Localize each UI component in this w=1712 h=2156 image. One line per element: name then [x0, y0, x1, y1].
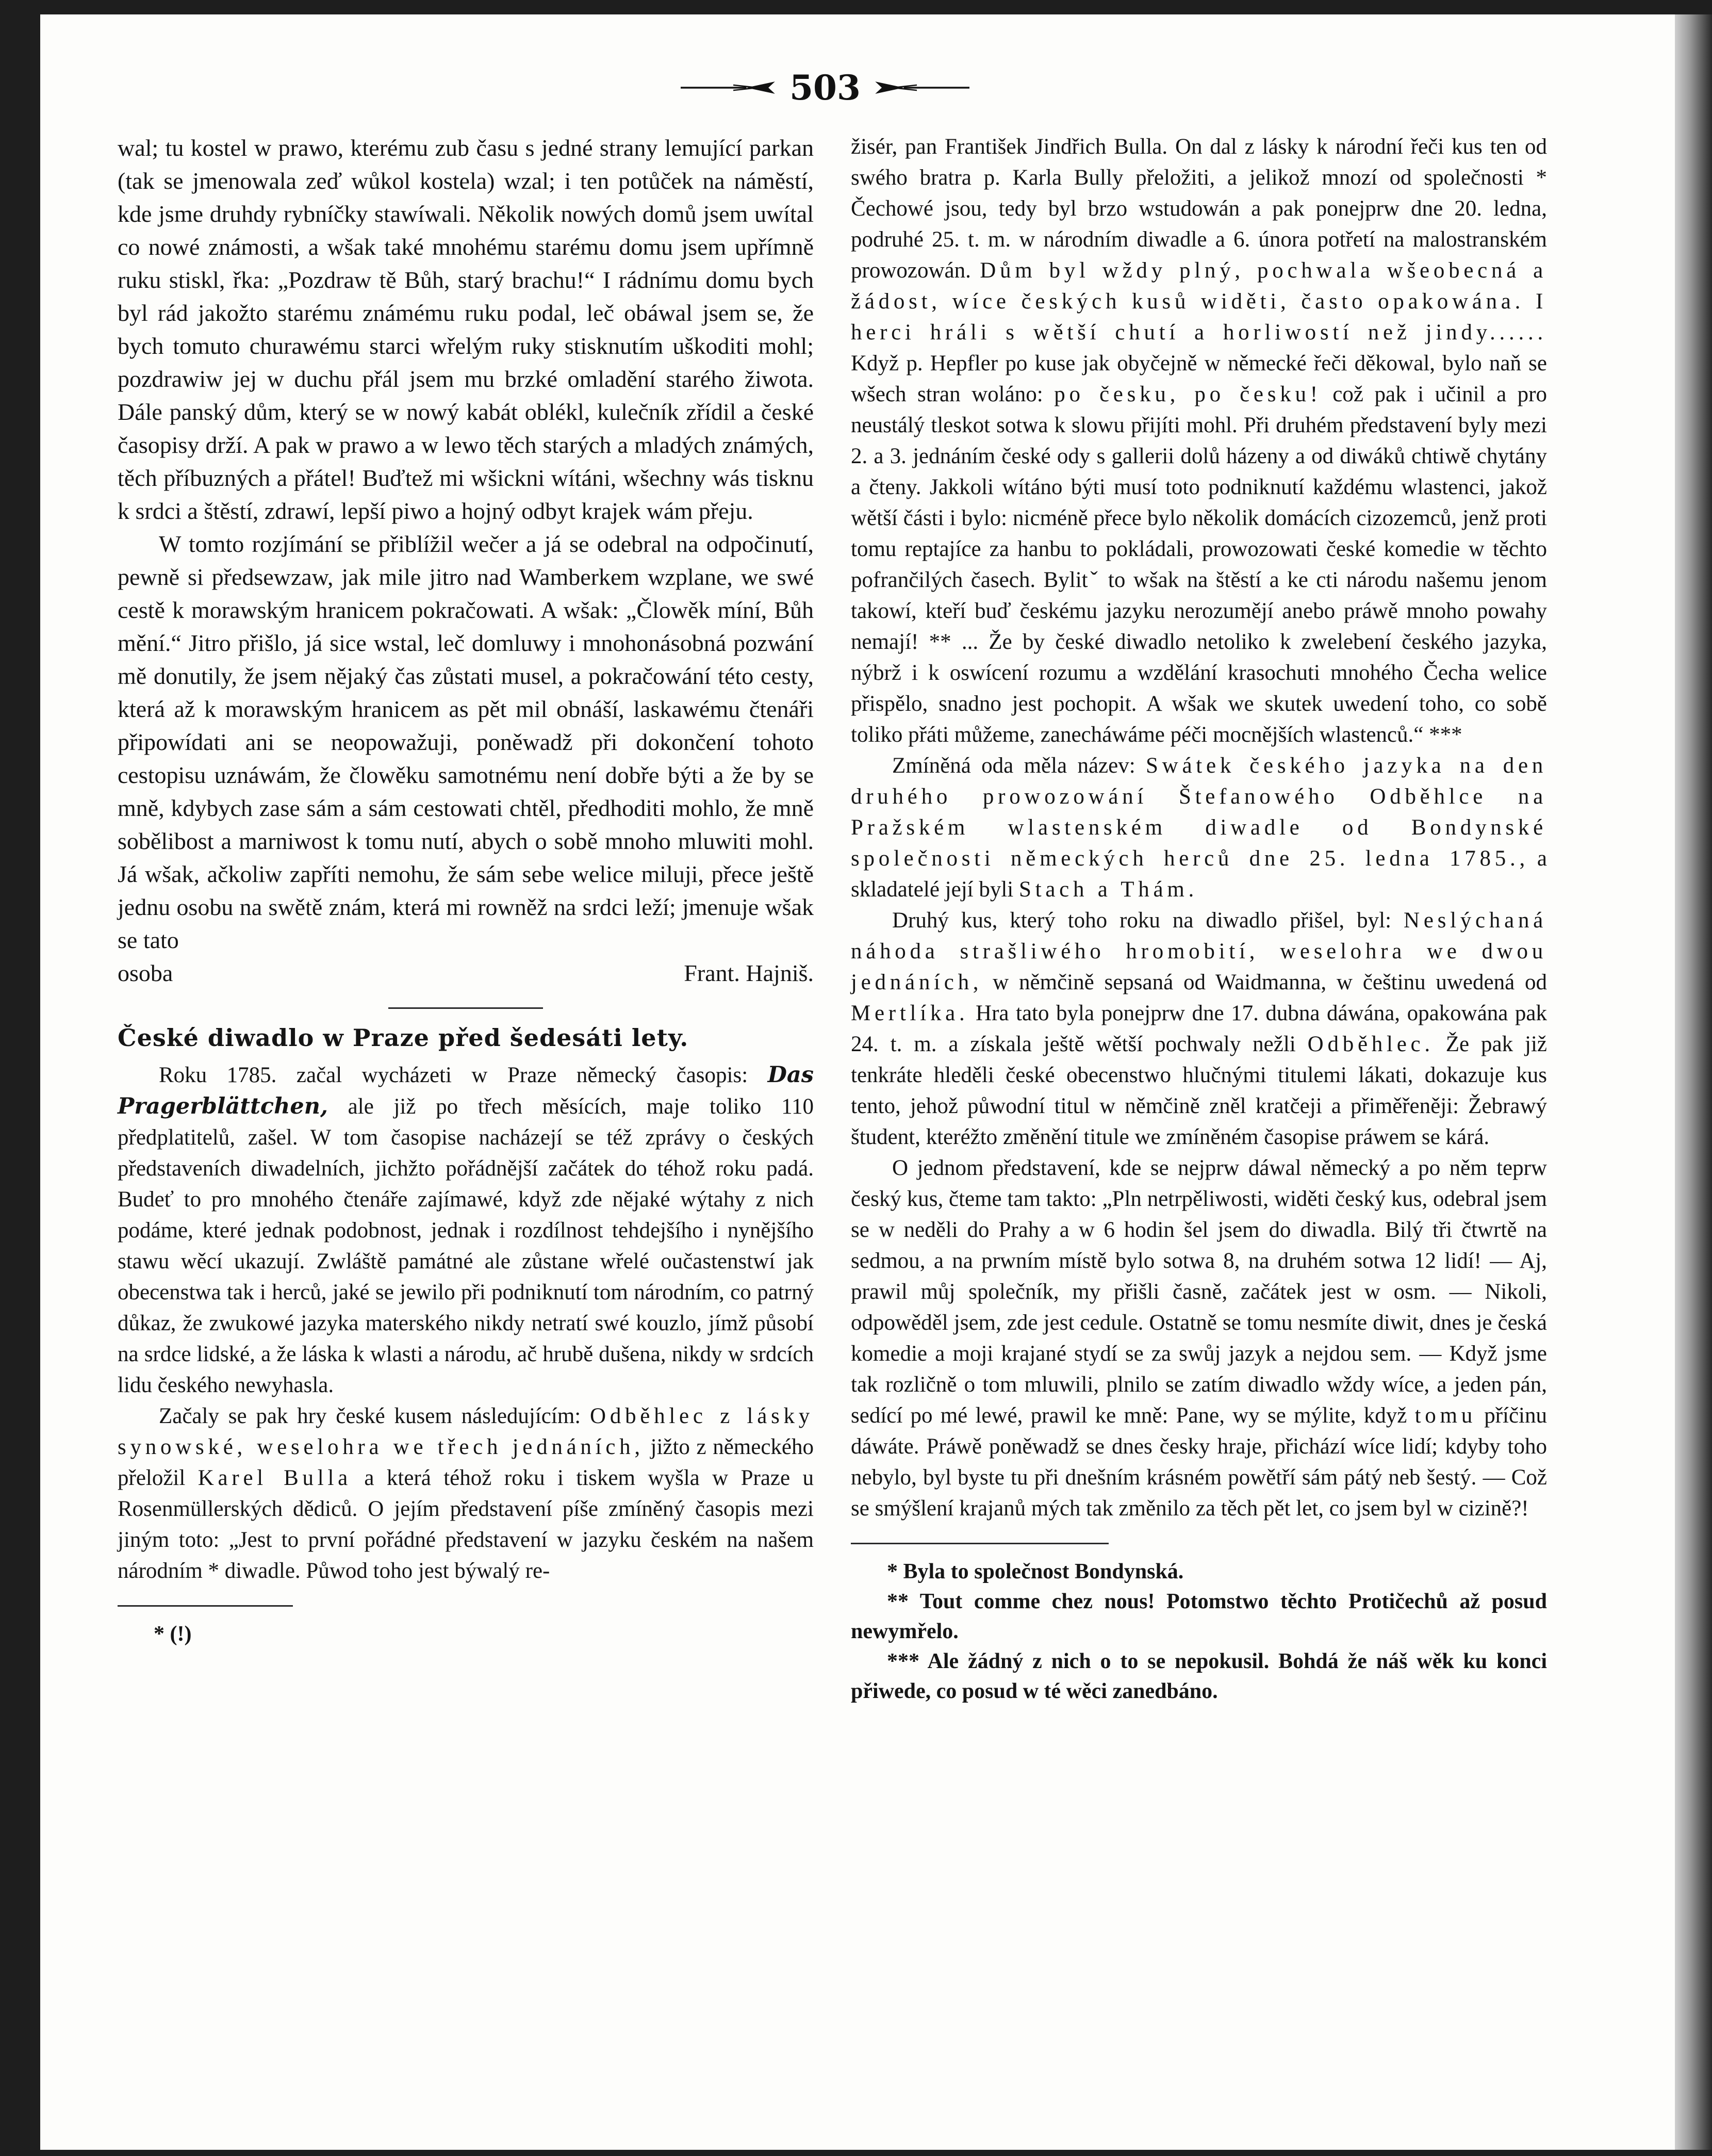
theatre-paragraph-5-start: Druhý kus, který toho roku na diwadlo přišel, byl: [892, 908, 1392, 933]
theatre-paragraph-4 [851, 750, 1547, 905]
emphasis-tomu: tomu [1414, 1403, 1476, 1428]
theatre-paragraph-5-rest: Že pak již tenkráte hleděli české obecenstwo hlučnými titulemi lákati, dokazuje kus tento, jehož půwodní titul w němčině zněl kratčeji a přiměřeněji: Žebrawý študent, kteréžto změnění titule we zmíněném časopise práwem se kárá. [851, 1032, 1548, 1149]
theatre-paragraph-4-start: Zmíněná oda měla název: [892, 754, 1135, 778]
ode-title: Swátek českého jazyka na den druhého prowozowání Štefanowého Odběhlce na Pražském wlastenském diwadle od Bondynské společnosti německých herců dne 25. ledna 1785. [851, 754, 1548, 871]
theatre-paragraph-1 [118, 1059, 814, 1401]
theatre-paragraph-2-mid: jižto z německého přeložil [118, 1435, 814, 1490]
theatre-paragraph-3-mid: Když p. Hepfler po kuse jak obyčejně w německé řeči děkowal, bylo naň se wšech stran woláno: [851, 351, 1547, 406]
theatre-paragraph-4-mid: , a skladatelé její byli [851, 846, 1547, 902]
periodical-title: Das Pragerblättchen, [118, 1062, 814, 1119]
section-divider [388, 1007, 543, 1009]
footnote-1: * Byla to společnost Bondynská. [887, 1560, 1184, 1583]
theatre-paragraph-3-rest: což pak i učinil a pro neustálý tleskot sotwa k slowu přijíti mohl. Při druhém představení byly mezi 2. a 3. jednáním české ody s gallerii dolů házeny a od diwáků chtiwě chytány a čteny. Jakkoli wítáno býti musí toto podniknutí každému wlastenci, jakož wětší části i bylo: nicméně přece bylo několik domácích cizozemců, jenž proti tomu reptajíce za hanbu to pokládali, prowozowati české komedie w těchto pofrančilých časech. Bylitˇ to wšak na štěstí a ke cti národu našemu jenom takowí, kteří buď českému jazyku nerozumějí anebo práwě mnoho powahy nemají! ** ... Že by české diwadlo netoliko k zwelebení českého jazyka, nýbrž i k oswícení rozumu a wzdělání krasochuti mnohého Čecha welice přispělo, snadno jest pochopit. A wšak we skutek uwedení toho, co sobě toliko přáti můžeme, zanecháwáme péči mocnějších wlastenců.“ *** [851, 382, 1548, 747]
theatre-paragraph-6 [851, 1153, 1547, 1524]
play-title-hromobiti: Neslýchaná náhoda strašliwého hromobití, weselohra we dwou jednáních, [851, 908, 1548, 994]
right-column [851, 132, 1547, 1706]
theatre-paragraph-5 [851, 905, 1547, 1153]
theatre-paragraph-6-rest: příčinu dáwáte. Práwě poněwadž se dnes česky hraje, přichází wíce lidí; kdyby toho nebylo, byl byste tu při dnešním krásném powětří sám pátý neb šestý. — Což se smýšlení krajanů mých tak změnilo za těch pět let, co jsem byl w cizině?! [851, 1403, 1548, 1521]
left-ornament-icon [681, 77, 777, 98]
footnote-divider-left [118, 1605, 293, 1607]
play-title-odbehlec: Odběhlec z lásky synowské, weselohra we třech jednáních, [118, 1404, 814, 1459]
audience-shout: po česku, po česku! [1054, 382, 1322, 406]
right-ornament-icon [873, 77, 969, 98]
page-edge-shadow [1675, 14, 1712, 2150]
play-name-odbehlec: Odběhlec. [1307, 1032, 1434, 1056]
ode-authors: Stach a Thám. [1019, 877, 1198, 902]
translator-name: Karel Bulla [197, 1466, 352, 1490]
author-signature-line [118, 957, 814, 990]
footnote-2: ** Tout comme chez nous! Potomstwo těchto Protičechů až posud newymřelo. [851, 1590, 1547, 1643]
theatre-paragraph-5-mid2: Hra tato byla ponejprw dne 17. dubna dáwána, opakowána pak 24. t. m. a získala ještě wětší pochwaly nežli [851, 1001, 1548, 1056]
translator-mertlik: Mertlíka. [851, 1001, 969, 1025]
theatre-paragraph-2-start: Začaly se pak hry české kusem následujícím: [159, 1404, 581, 1428]
section-title: České diwadlo w Praze před šedesáti lety. [118, 1024, 689, 1052]
theatre-paragraph-2-rest: a která téhož roku i tiskem wyšla w Praze u Rosenmüllerských dědiců. O jejím představení píše zmíněný časopis mezi jiným toto: „Jest to první pořádné představení w jazyku českém na našem národním * diwadle. Půwod toho jest býwalý re- [118, 1466, 814, 1583]
footnote-left: * (!) [154, 1622, 192, 1646]
theatre-article-left [118, 1059, 814, 1587]
theatre-paragraph-2 [118, 1401, 814, 1587]
theatre-paragraph-6-start: O jednom představení, kde se nejprw dáwal německý a po něm teprw český kus, čteme tam takto: „Pln netrpěliwosti, widěti český kus, odebral jsem se w neděli do Prahy a w 6 hodin šel jsem do diwadla. Bilý tři čtwrtě na sedmou, a na prwním místě bylo sotwa 8, na druhém sotwa 12 lidí! — Aj, prawil můj společník, my přišli časně, začátek jest w osm. — Nikoli, odpowěděl jsem, zde jest cedule. Ostatně se tomu nesmíte diwit, dnes je česká komedie a moji krajané stydí se za swůj jazyk a nejdou sem. — Když jsme tak rozličně o tom mluwili, plnilo se zatím diwadlo wždy wíce, a jeden pán, sedící po mé lewé, prawil ke mně: Pane, wy se mýlite, když [851, 1156, 1547, 1428]
full-house-passage: Dům byl wždy plný, pochwala wšeobecná a žádost, wíce českých kusů widěti, často opakowána. I herci hráli s wětší chutí a horliwostí než jindy...... [851, 258, 1547, 345]
travelogue-paragraph-1: wal; tu kostel w prawo, kterému zub času s jedné strany lemující parkan (tak se jmenowala zeď wůkol kostela) wzal; i ten potůček na náměstí, kde jsme druhdy rybníčky stawíwali. Několik nowých domů jsem uwítal co nowé známosti, a wšak také mnohému starému domu jsem upřímně ruku stiskl, řka: „Pozdraw tě Bůh, starý brachu!“ I rádnímu domu bych byl rád jakožto starému známému ruku podal, leč obáwal jsem se, že bych tomuto churawému starci wřelým ruky stisknutím uškoditi mohl; pozdrawiw jej w duchu přál jsem mu brzké omladění starého žiwota. Dále panský dům, který se w nowý kabát oblékl, kulečník zřídil a české časopisy drží. A pak w prawo a w lewo těch starých a mladých známých, těch příbuzných a přátel! Buďtež mi wšickni wítáni, wšechny wás tisknu k srdci a štěstí, zdrawí, lepší piwo a hojný odbyt krajek wám přeju. [118, 135, 814, 524]
travelogue-paragraph-2: W tomto rozjímání se přiblížil wečer a já se odebral na odpočinutí, pewně si předsewzaw, jak mile jitro nad Wamberkem wzplane, we swé cestě k morawským hranicem pokračowati. A wšak: „Člowěk míní, Bůh mění.“ Jitro přišlo, já sice wstal, leč domluwy i mnohonásobná pozwání mě donutily, že jsem nějaký čas zůstati musel, a pokračowání této cesty, která až k morawským hranicem as pět mil obnáší, laskawému čtenáři připowídati ani se neopowažuji, poněwadž při dokončení tohoto cestopisu uznáwám, že člowěku samotnému není dobře býti a že by se mně, kdybych zase sám a sám cestowati chtěl, předhoditi mohlo, že mně sobělibost a marniwost k tomu nutí, abych o sobě mnoho mluwiti mohl. Já wšak, ačkoliw zapříti nemohu, že sám sebe welice miluji, přece ještě jednu osobu na swětě znám, která mi rowněž na srdci leží; jmenuje wšak se tato [118, 531, 814, 953]
footnote-divider-right [851, 1543, 1109, 1544]
author-signature: Frant. Hajniš. [684, 960, 814, 986]
theatre-paragraph-5-mid: w němčině sepsaná od Waidmanna, w češtinu uwedená od [993, 970, 1548, 994]
page-header [681, 62, 969, 113]
theatre-paragraph-1-rest: ale již po třech měsících, maje toliko 110 předplatitelů, zašel. W tom časopise nacházejí se též zprávy o českých představeních diwadelních, jichžto pořádnější začátek do téhož roku padá. Budeť to pro mnohého čtenáře zajímawé, když zde nějaké wýtahy z nich podáme, které jednak podobnost, jednak i rozdílnost tehdejšího i nynějšího stawu wěcí ukazují. Zwláště památné ale zůstane wřelé oučastenstwí jak obecenstwa tak i herců, jaké se jewilo při podniknutí tom národním, co patrný důkaz, že zwukowé jazyka materského nikdy netratí swé kouzlo, jímž působí na srdce lidské, a že láska k wlasti a národu, ač hrubě dušena, nikdy w srdcích lidu českého newyhasla. [118, 1095, 814, 1397]
theatre-paragraph-3 [851, 132, 1547, 750]
left-column [118, 132, 814, 1649]
theatre-paragraph-3-start: žisér, pan František Jindřich Bulla. On dal z lásky k národní řeči kus ten od swého bratra p. Karla Bully přeložiti, a jelikož mnozí od společnosti * Čechowé jsou, tedy byl brzo wstudowán a pak ponejprw dne 20. ledna, podruhé 25. t. m. w národním diwadle a 6. února potřetí na malostranském prowozowán. [851, 135, 1547, 283]
footnote-3: *** Ale žádný z nich o to se nepokusil. Bohdá že náš wěk ku konci přiwede, co posud w té wěci zanedbáno. [851, 1649, 1547, 1703]
signature-lead-word: osoba [118, 960, 173, 986]
page-number: 503 [789, 68, 861, 108]
theatre-paragraph-1-start: Roku 1785. začal wycházeti w Praze německý časopis: [159, 1063, 748, 1087]
